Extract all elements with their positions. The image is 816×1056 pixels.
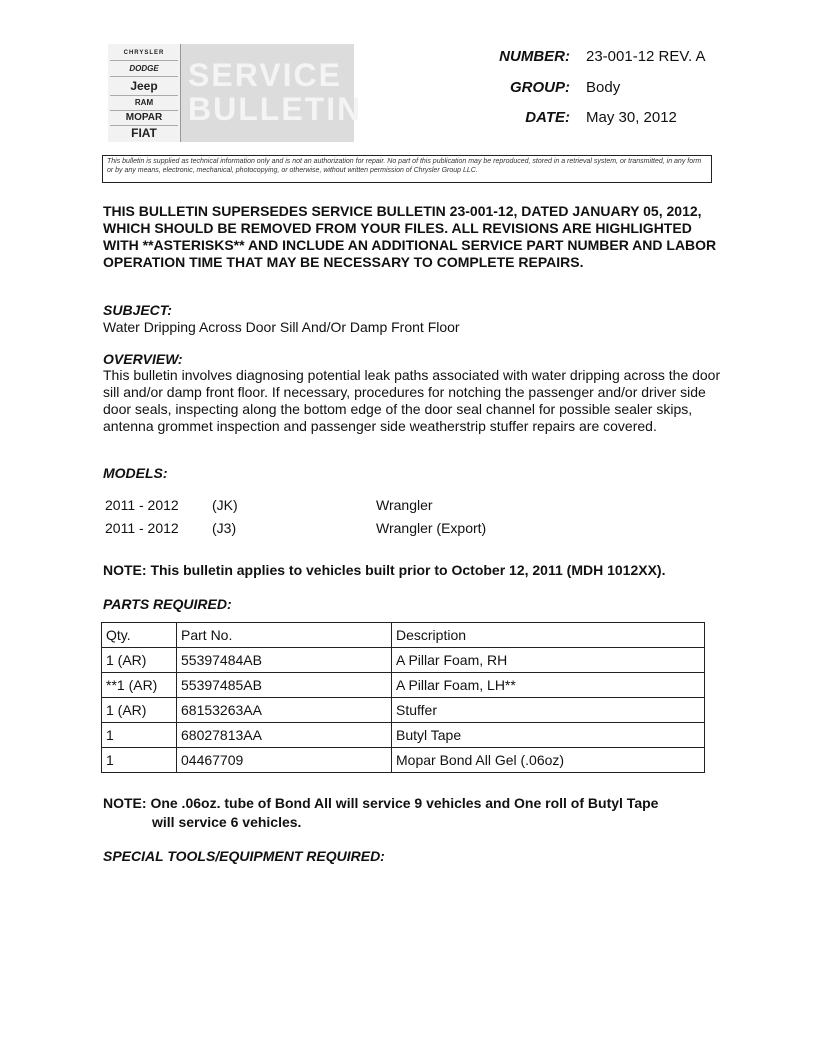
subject-text: Water Dripping Across Door Sill And/Or Damp Front Floor: [103, 319, 460, 335]
description-cell: A Pillar Foam, RH: [392, 648, 705, 673]
description-cell: Stuffer: [392, 698, 705, 723]
jeep-logo: Jeep: [110, 77, 178, 96]
table-row: [102, 723, 705, 748]
parts-heading: PARTS REQUIRED:: [103, 596, 232, 612]
qty-cell: 1: [102, 723, 177, 748]
table-row: [102, 748, 705, 773]
model-row-code: (J3): [212, 520, 237, 536]
part-number-cell: 04467709: [177, 748, 392, 773]
service-bulletin-title: [188, 57, 363, 127]
build-date-note: NOTE: This bulletin applies to vehicles built prior to October 12, 2011 (MDH 1012XX).: [103, 562, 666, 578]
part-number-cell: 55397485AB: [177, 673, 392, 698]
model-row-years: 2011 - 2012: [105, 520, 179, 536]
column-header: Description: [392, 623, 705, 648]
qty-cell: **1 (AR): [102, 673, 177, 698]
column-header: Part No.: [177, 623, 392, 648]
description-cell: A Pillar Foam, LH**: [392, 673, 705, 698]
mopar-logo: MOPAR: [110, 111, 178, 126]
models-heading: MODELS:: [103, 465, 168, 481]
title-line-bulletin: BULLETIN: [188, 91, 363, 127]
service-bulletin-logo: [108, 44, 363, 142]
part-number-cell: 55397484AB: [177, 648, 392, 673]
part-number-cell: 68153263AA: [177, 698, 392, 723]
number-value: 23-001-12 REV. A: [586, 48, 706, 65]
table-row: [102, 673, 705, 698]
quantity-note-line1: NOTE: One .06oz. tube of Bond All will service 9 vehicles and One roll of Butyl Tape: [103, 795, 659, 811]
model-row-name: Wrangler: [376, 497, 433, 513]
supersedes-notice: THIS BULLETIN SUPERSEDES SERVICE BULLETIN 23-001-12, DATED JANUARY 05, 2012, WHICH SHOULD BE REMOVED FROM YOUR FILES. ALL REVISIONS ARE HIGHLIGHTED WITH **ASTERISKS** AND INCLUDE AN ADDITIONAL SERVICE PART NUMBER AND LABOR OPERATION TIME THAT MAY BE NECESSARY TO COMPLETE REPAIRS.: [103, 203, 717, 270]
disclaimer-box: This bulletin is supplied as technical information only and is not an authorization for repair. No part of this publication may be reproduced, stored in a retrieval system, or transmitted, in any form or by any means, electronic, mechanical, photocopying, or otherwise, without written permission of Chrysler Group LLC.: [102, 155, 712, 183]
date-value: May 30, 2012: [586, 109, 677, 126]
group-value: Body: [586, 79, 621, 96]
overview-heading: OVERVIEW:: [103, 351, 183, 367]
title-line-service: SERVICE: [188, 57, 342, 93]
qty-cell: 1 (AR): [102, 648, 177, 673]
part-number-cell: 68027813AA: [177, 723, 392, 748]
table-row: [102, 648, 705, 673]
number-label: NUMBER:: [499, 48, 570, 65]
overview-text: This bulletin involves diagnosing potential leak paths associated with water dripping across the door sill and/or damp front floor. If necessary, procedures for notching the passenger and/or driver side door seals, inspecting along the bottom edge of the door seal channel for possible sealer skips, antenna grommet inspection and passenger side weatherstrip stuffer repairs are covered.: [103, 367, 721, 434]
qty-cell: 1 (AR): [102, 698, 177, 723]
model-row-code: (JK): [212, 497, 238, 513]
column-header: Qty.: [102, 623, 177, 648]
special-tools-heading: SPECIAL TOOLS/EQUIPMENT REQUIRED:: [103, 848, 385, 864]
qty-cell: 1: [102, 748, 177, 773]
description-cell: Butyl Tape: [392, 723, 705, 748]
chrysler-logo: CHRYSLER: [110, 46, 178, 61]
model-row-years: 2011 - 2012: [105, 497, 179, 513]
ram-logo: RAM: [110, 96, 178, 111]
table-header-row: [102, 623, 705, 648]
group-label: GROUP:: [510, 79, 570, 96]
fiat-logo: FIAT: [131, 126, 157, 140]
quantity-note-line2: will service 6 vehicles.: [152, 814, 302, 830]
brand-logo-column: [108, 44, 181, 142]
subject-heading: SUBJECT:: [103, 302, 172, 318]
dodge-logo: DODGE: [110, 61, 178, 77]
model-row-name: Wrangler (Export): [376, 520, 487, 536]
description-cell: Mopar Bond All Gel (.06oz): [392, 748, 705, 773]
parts-table: [101, 622, 705, 773]
date-label: DATE:: [525, 109, 570, 126]
table-row: [102, 698, 705, 723]
